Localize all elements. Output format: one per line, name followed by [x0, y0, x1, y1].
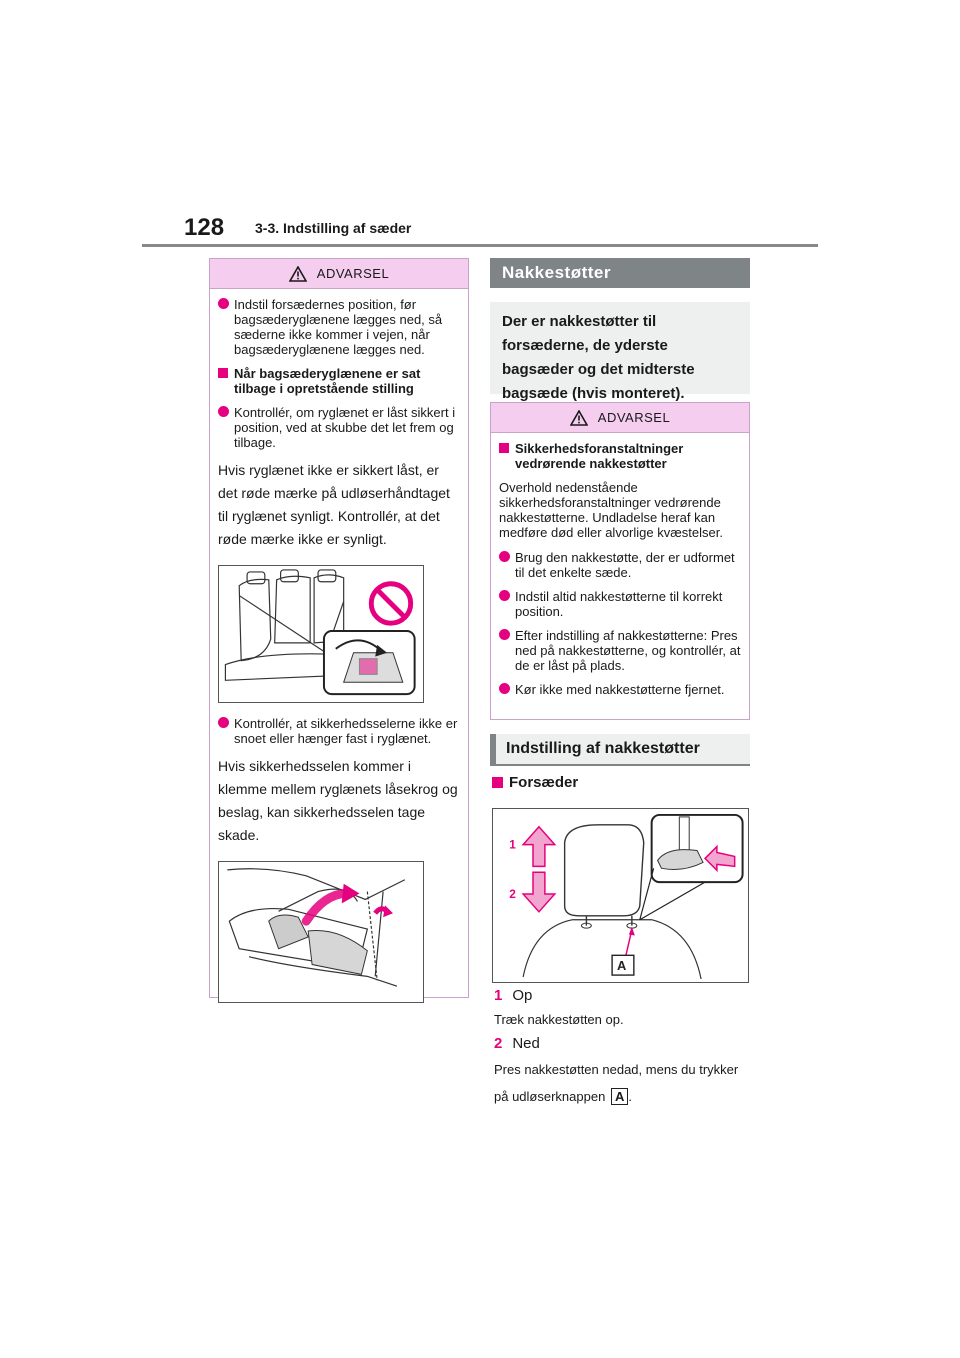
- bullet-square-icon: [218, 368, 228, 378]
- warning-triangle-icon: [570, 410, 588, 426]
- bullet-square-icon: [499, 443, 509, 453]
- warning-paragraph: Overhold nedenstående sikkerhedsforanstaltninger vedrørende nakkestøtterne. Undladelse heraf kan medføre død eller alvorlige kvæstelser.: [499, 480, 723, 540]
- bullet-dot-icon: [218, 406, 229, 417]
- bullet-dot-icon: [499, 683, 510, 694]
- warning-subheading: [218, 366, 460, 396]
- step-item: [494, 987, 532, 1004]
- subsection-header-adjust: Indstilling af nakkestøtter: [490, 734, 750, 766]
- seat-lock-illustration: [218, 565, 424, 703]
- bullet-dot-icon: [218, 298, 229, 309]
- step-number: 2: [494, 1035, 503, 1052]
- bullet-dot-icon: [499, 551, 510, 562]
- section-header-nakkestotter: Nakkestøtter: [490, 258, 750, 288]
- subheading-text: Sikkerhedsforanstaltninger vedrørende nakkestøtter: [515, 441, 684, 471]
- warning-item-text: Kontrollér, om ryglænet er låst sikkert i position, ved at skubbe det let frem og tilbage.: [234, 405, 456, 450]
- bullet-dot-icon: [499, 629, 510, 640]
- warning-list-item: [218, 716, 460, 746]
- bullet-dot-icon: [499, 590, 510, 601]
- section-reference: 3-3. Indstilling af sæder: [255, 220, 412, 236]
- warning-item-text: Indstil forsædernes position, før bagsæderyglænene lægges ned, så sæderne ikke kommer i vejen, når bagsæderyglænene lægges ned.: [234, 297, 443, 357]
- step-label: Op: [512, 987, 533, 1004]
- header-rule: [142, 244, 818, 247]
- step-label: Ned: [512, 1035, 540, 1052]
- figure-label-a: A: [617, 958, 627, 974]
- subheading-text: Når bagsæderyglænene er sat tilbage i opretstående stilling: [234, 366, 421, 396]
- warning-item-text: Kontrollér, at sikkerhedsselerne ikke er snoet eller hænger fast i ryglænet.: [234, 716, 458, 746]
- warning-list-item: [499, 628, 741, 673]
- seatbelt-folding-illustration: [218, 861, 424, 1003]
- bullet-dot-icon: [218, 717, 229, 728]
- warning-item-text: Efter indstilling af nakkestøtterne: Pres ned på nakkestøtterne, og kontrollér, at de er låst på plads.: [515, 628, 741, 673]
- warning-item-text: Brug den nakkestøtte, der er udformet til det enkelte sæde.: [515, 550, 735, 580]
- bullet-square-icon: [492, 777, 503, 788]
- warning-box-seat-folding: [209, 258, 469, 998]
- warning-header: [491, 403, 749, 433]
- warning-list-item: [499, 589, 741, 619]
- warning-box-headrests: [490, 402, 750, 720]
- warning-paragraph: Hvis ryglænet ikke er sikkert låst, er det røde mærke på udløserhåndtaget til ryglænet synligt. Kontrollér, at det røde mærke ikke er synligt.: [218, 462, 450, 547]
- warning-paragraph: Hvis sikkerhedsselen kommer i klemme mellem ryglænets låsekrog og beslag, kan sikkerhedsselen tage skade.: [218, 758, 458, 843]
- release-button-key: A: [611, 1088, 628, 1105]
- warning-title: ADVARSEL: [316, 266, 390, 281]
- warning-list-item: [499, 550, 741, 580]
- step-description: [494, 1056, 754, 1110]
- step-description: Træk nakkestøtten op.: [494, 1012, 624, 1027]
- warning-list-item: [218, 405, 460, 450]
- step-description-text: Pres nakkestøtten nedad, mens du trykker på udløserknappen: [494, 1062, 739, 1104]
- front-seats-heading: [492, 774, 578, 791]
- figure-label-2: 2: [509, 886, 516, 901]
- step-number: 1: [494, 987, 503, 1004]
- warning-list-item: [499, 682, 741, 697]
- intro-box: Der er nakkestøtter til forsæderne, de yderste bagsæder og det midterste bagsæde (hvis monteret).: [490, 302, 750, 394]
- step-item: [494, 1035, 540, 1052]
- warning-list-item: [218, 297, 460, 357]
- warning-subheading: [499, 441, 741, 471]
- warning-title: ADVARSEL: [597, 410, 671, 425]
- step-description-end: .: [628, 1089, 632, 1104]
- front-seats-label: Forsæder: [509, 774, 579, 791]
- page-number: 128: [184, 214, 225, 241]
- headrest-adjust-illustration: [492, 808, 749, 983]
- figure-label-1: 1: [509, 837, 516, 852]
- warning-item-text: Indstil altid nakkestøtterne til korrekt position.: [515, 589, 723, 619]
- warning-header: [210, 259, 468, 289]
- warning-item-text: Kør ikke med nakkestøtterne fjernet.: [515, 682, 725, 697]
- warning-triangle-icon: [289, 266, 307, 282]
